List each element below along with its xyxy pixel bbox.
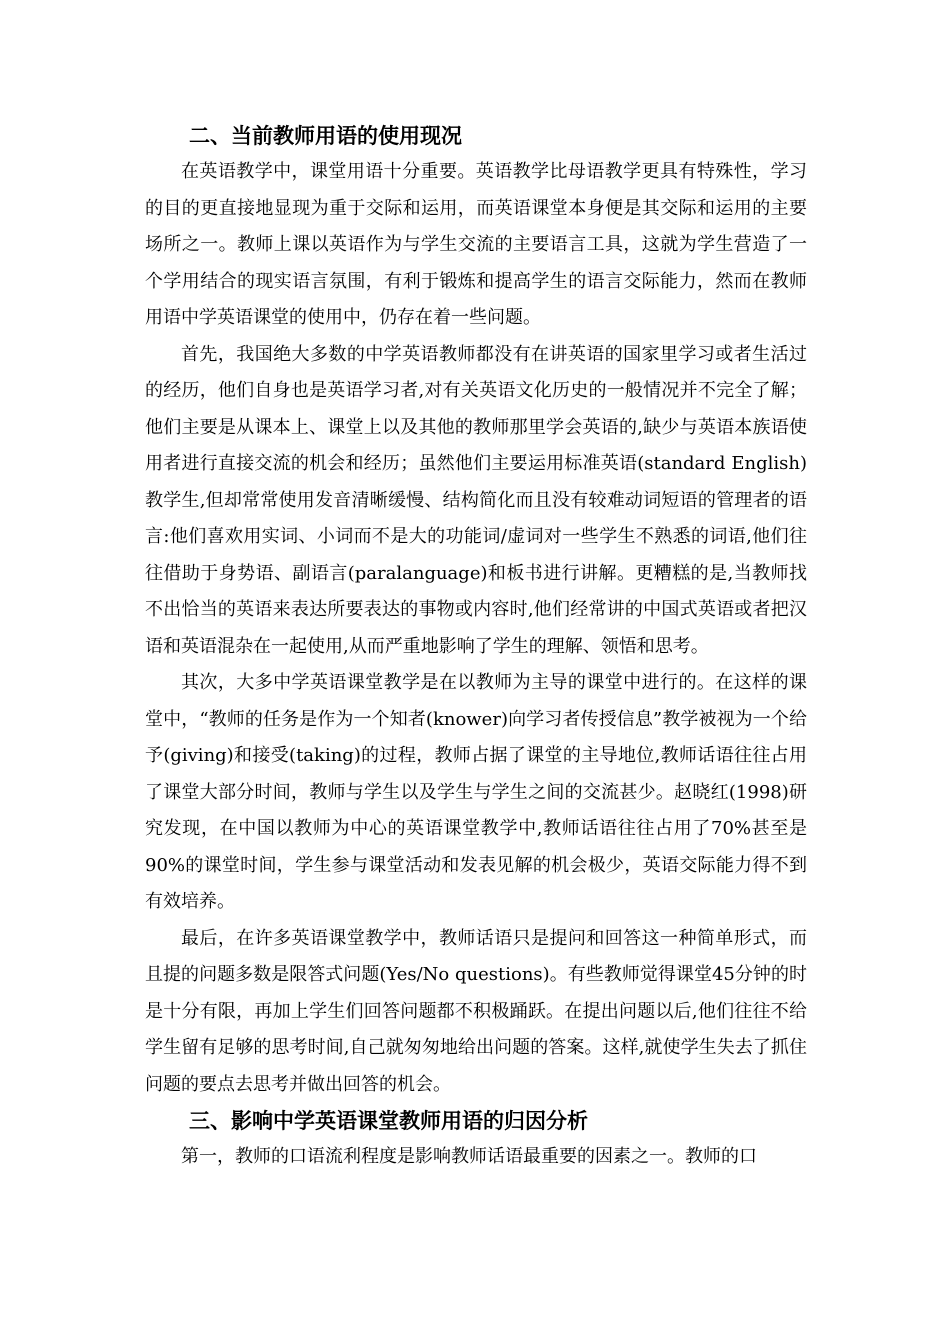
paragraph-classroom-language: 在英语教学中，课堂用语十分重要。英语教学比母语教学更具有特殊性，学习的目的更直接地显现为重于交际和运用，而英语课堂本身便是其交际和运用的主要场所之一。教师上课以英语作为与学生交流的主要语言工具，这就为学生营造了一个学用结合的现实语言氛围，有利于锻炼和提高学生的语言交际能力，然而在教师用语中学英语课堂的使用中，仍存在着一些问题。 bbox=[145, 161, 807, 328]
paragraph-second-point: 其次，大多中学英语课堂教学是在以教师为主导的课堂中进行的。在这样的课堂中，“教师的任务是作为一个知者(knower)向学习者传授信息”教学被视为一个给予(giving)和接受(taking)的过程，教师占据了课堂的主导地位,教师话语往往占用了课堂大部分时间，教师与学生以及学生与学生之间的交流甚少。赵晓红(1998)研究发现，在中国以教师为中心的英语课堂教学中,教师话语往往占用了70%甚至是90%的课堂时间，学生参与课堂活动和发表见解的机会极少，英语交际能力得不到有效培养。 bbox=[145, 672, 807, 912]
section-heading-cause-analysis: 三、影响中学英语课堂教师用语的归因分析 bbox=[189, 1108, 588, 1133]
paragraph-first-point: 首先，我国绝大多数的中学英语教师都没有在讲英语的国家里学习或者生活过的经历，他们自身也是英语学习者,对有关英语文化历史的一般情况并不完全了解；他们主要是从课本上、课堂上以及其他的教师那里学会英语的,缺少与英语本族语使用者进行直接交流的机会和经历；虽然他们主要运用标准英语(standard English)教学生,但却常常使用发音清晰缓慢、结构简化而且没有较难动词短语的管理者的语言:他们喜欢用实词、小词而不是大的功能词/虚词对一些学生不熟悉的词语,他们往往借助于身势语、副语言(paralanguage)和板书进行讲解。更糟糕的是,当教师找不出恰当的英语来表达所要表达的事物或内容时,他们经常讲的中国式英语或者把汉语和英语混杂在一起使用,从而严重地影响了学生的理解、领悟和思考。 bbox=[145, 343, 807, 657]
paragraph-fluency-factor: 第一，教师的口语流利程度是影响教师话语最重要的因素之一。教师的口 bbox=[181, 1146, 757, 1167]
section-heading-current-status: 二、当前教师用语的使用现况 bbox=[189, 123, 462, 148]
document-body bbox=[145, 118, 807, 1176]
paragraph-last-point: 最后，在许多英语课堂教学中，教师话语只是提问和回答这一种简单形式，而且提的问题多数是限答式问题(Yes/No questions)。有些教师觉得课堂45分钟的时是十分有限，再加上学生们回答问题都不积极踊跃。在提出问题以后,他们往往不给学生留有足够的思考时间,自己就匆匆地给出问题的答案。这样,就使学生失去了抓住问题的要点去思考并做出回答的机会。 bbox=[145, 927, 807, 1095]
